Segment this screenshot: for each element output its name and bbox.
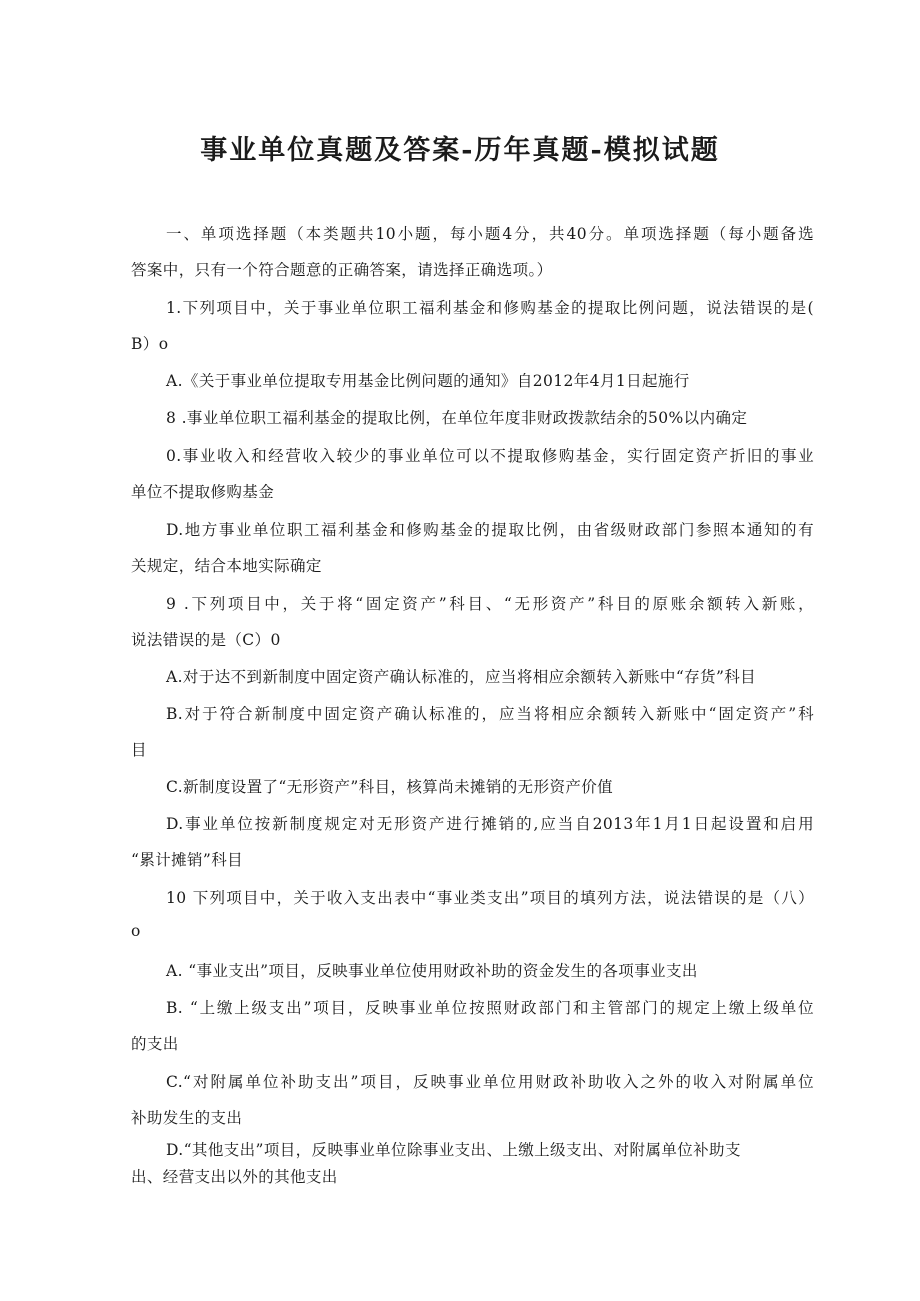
- q1-option-c: 0.事业收入和经营收入较少的事业单位可以不提取修购基金，实行固定资产折旧的事业: [166, 447, 814, 465]
- q3-option-c-cont: 补助发生的支出: [131, 1109, 243, 1127]
- section-heading: 一、单项选择题（本类题共10小题，每小题4分，共40分。单项选择题（每小题备选: [166, 225, 814, 243]
- section-heading-cont: 答案中，只有一个符合题意的正确答案，请选择正确选项。）: [131, 261, 553, 279]
- q2-option-d-cont: “累计摊销”科目: [131, 851, 244, 869]
- q1-option-b: 8 .事业单位职工福利基金的提取比例，在单位年度非财政拨款结余的50%以内确定: [166, 409, 748, 427]
- q1-option-d: D.地方事业单位职工福利基金和修购基金的提取比例，由省级财政部门参照本通知的有: [166, 521, 814, 539]
- q3-option-b-cont: 的支出: [131, 1035, 179, 1053]
- q3-option-a: A. “事业支出”项目，反映事业单位使用财政补助的资金发生的各项事业支出: [166, 962, 698, 980]
- q3-option-b: B. “上缴上级支出”项目，反映事业单位按照财政部门和主管部门的规定上缴上级单位: [166, 999, 814, 1017]
- q2-option-d: D.事业单位按新制度规定对无形资产进行摊销的,应当自2013年1月1日起设置和启用: [166, 815, 814, 833]
- q1-option-d-cont: 关规定，结合本地实际确定: [131, 557, 322, 575]
- q2-option-b: B.对于符合新制度中固定资产确认标准的，应当将相应余额转入新账中“固定资产”科: [166, 705, 814, 723]
- page-title: 事业单位真题及答案-历年真题-模拟试题: [200, 135, 720, 166]
- q3-option-d: D.“其他支出”项目，反映事业单位除事业支出、上缴上级支出、对附属单位补助支: [166, 1141, 741, 1159]
- q2-option-b-cont: 目: [131, 741, 147, 759]
- q2-option-c: C.新制度设置了“无形资产”科目，核算尚未摊销的无形资产价值: [166, 778, 614, 796]
- question-2: 9 .下列项目中，关于将“固定资产”科目、“无形资产”科目的原账余额转入新账，: [166, 595, 814, 613]
- question-1: 1.下列项目中，关于事业单位职工福利基金和修购基金的提取比例问题，说法错误的是(: [166, 299, 814, 317]
- question-2-cont: 说法错误的是（C）0: [131, 631, 281, 649]
- question-3-cont: o: [131, 922, 141, 940]
- question-1-cont: B）o: [131, 335, 169, 353]
- q2-option-a: A.对于达不到新制度中固定资产确认标准的，应当将相应余额转入新账中“存货”科目: [166, 668, 757, 686]
- q3-option-c: C.“对附属单位补助支出”项目，反映事业单位用财政补助收入之外的收入对附属单位: [166, 1073, 814, 1091]
- q1-option-c-cont: 单位不提取修购基金: [131, 483, 275, 501]
- q3-option-d-cont: 出、经营支出以外的其他支出: [131, 1168, 338, 1186]
- question-3: 10 下列项目中，关于收入支出表中“事业类支出”项目的填列方法，说法错误的是（八）: [166, 889, 814, 907]
- q1-option-a: A.《关于事业单位提取专用基金比例问题的通知》自2012年4月1日起施行: [166, 372, 690, 390]
